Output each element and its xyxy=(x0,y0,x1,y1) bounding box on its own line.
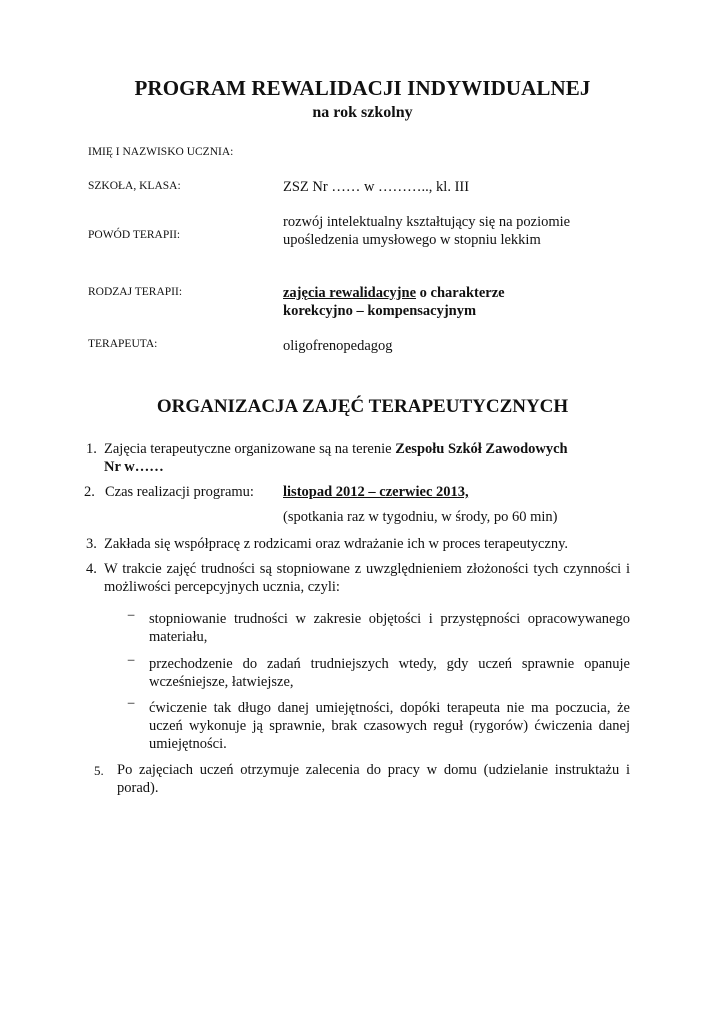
list-item-text: Zajęcia terapeutyczne organizowane są na terenie xyxy=(104,441,396,457)
sub-list-item: przechodzenie do zadań trudniejszych wtedy, gdy uczeń sprawnie opanuje wcześniejsze, łatwiejsze, xyxy=(149,656,630,690)
school-class-label: SZKOŁA, KLASA: xyxy=(88,180,181,192)
page-subtitle: na rok szkolny xyxy=(312,104,413,121)
sub-list-item: ćwiczenie tak długo danej umiejętności, dopóki terapeuta nie ma poczucia, że uczeń wykonuje ją sprawnie, brak czasowych reguł (rygorów) ćwiczenia danej umiejętności. xyxy=(149,700,630,752)
list-item-number: 1. xyxy=(86,441,97,457)
list-item-bold-2: Nr w…… xyxy=(104,459,164,475)
list-item-text: Czas realizacji programu: xyxy=(105,484,254,500)
sub-list-item: stopniowanie trudności w zakresie objętości i przystępności opracowywanego materiału, xyxy=(149,611,630,645)
therapy-reason-label: POWÓD TERAPII: xyxy=(88,229,181,241)
therapy-type-underlined: zajęcia rewalidacyjne xyxy=(283,285,417,301)
list-item-number: 3. xyxy=(86,536,97,552)
school-class-value: ZSZ Nr …… w ……….., kl. III xyxy=(283,179,470,195)
dash-bullet: − xyxy=(127,608,136,624)
program-period: listopad 2012 – czerwiec 2013, xyxy=(283,484,469,500)
student-name-label: IMIĘ I NAZWISKO UCZNIA: xyxy=(88,146,234,158)
dash-bullet: − xyxy=(127,696,136,712)
list-item-number: 5. xyxy=(94,763,104,778)
therapy-type-rest-2: korekcyjno – kompensacyjnym xyxy=(283,303,477,319)
therapy-type-rest-1: o charakterze xyxy=(416,285,505,301)
list-item xyxy=(104,440,630,476)
section-heading: ORGANIZACJA ZAJĘĆ TERAPEUTYCZNYCH xyxy=(156,396,569,417)
therapy-type-label: RODZAJ TERAPII: xyxy=(88,286,183,298)
list-item-bold: Zespołu Szkół Zawodowych xyxy=(395,441,568,457)
list-item-text: W trakcie zajęć trudności są stopniowane z uwzględnieniem złożoności tych czynności i możliwości percepcyjnych ucznia, czyli: xyxy=(104,561,630,595)
list-item-number: 2. xyxy=(84,484,95,500)
therapist-label: TERAPEUTA: xyxy=(88,338,158,350)
therapist-value: oligofrenopedagog xyxy=(283,338,393,354)
list-item-text: Zakłada się współpracę z rodzicami oraz wdrażanie ich w proces terapeutyczny. xyxy=(104,536,569,552)
list-item-bold xyxy=(283,483,469,501)
list-item-number: 4. xyxy=(86,561,97,577)
therapy-type-value xyxy=(283,284,603,320)
list-item-text: Po zajęciach uczeń otrzymuje zalecenia do pracy w domu (udzielanie instruktażu i porad). xyxy=(117,762,630,796)
list-item-note: (spotkania raz w tygodniu, w środy, po 60 min) xyxy=(283,509,558,525)
therapy-reason-value: rozwój intelektualny kształtujący się na poziomie upośledzenia umysłowego w stopniu lekkim xyxy=(283,214,571,248)
page-title: PROGRAM REWALIDACJI INDYWIDUALNEJ xyxy=(134,76,591,100)
dash-bullet: − xyxy=(127,653,136,669)
